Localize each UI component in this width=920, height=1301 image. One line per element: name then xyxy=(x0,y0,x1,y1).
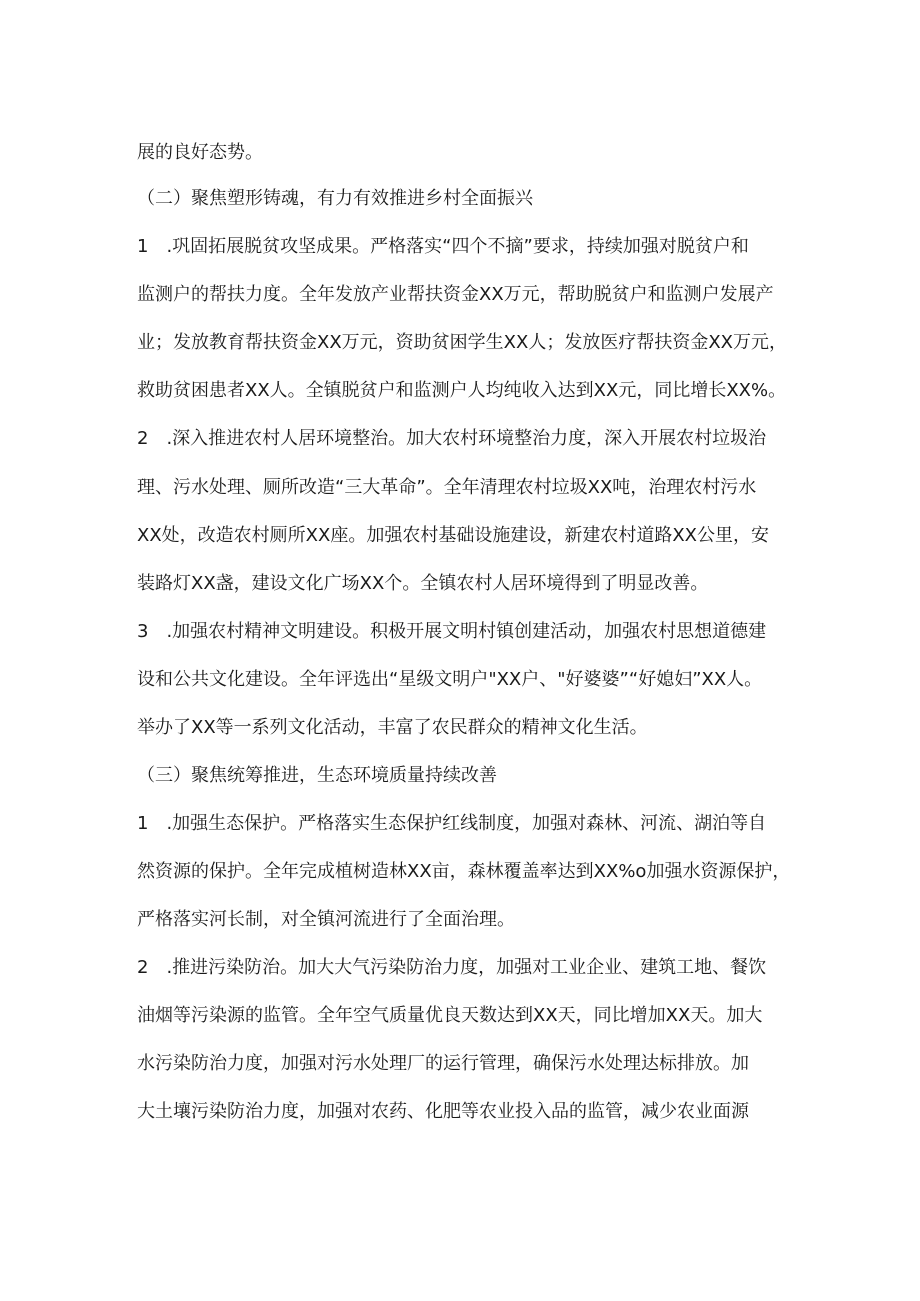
text-line: 大土壤污染防治力度，加强对农药、化肥等农业投入品的监管，减少农业面源 xyxy=(137,1101,749,1122)
text-line: 监测户的帮扶力度。全年发放产业帮扶资金XX万元，帮助脱贫户和监测户发展产 xyxy=(137,284,774,305)
text-line: 油烟等污染源的监管。全年空气质量优良天数达到XX天，同比增加XX天。加大 xyxy=(137,1005,763,1026)
text-line: 1 .加强生态保护。严格落实生态保护红线制度，加强对森林、河流、湖泊等自 xyxy=(137,813,767,834)
text-line: 装路灯XX盏，建设文化广场XX个。全镇农村人居环境得到了明显改善。 xyxy=(137,573,709,594)
text-line: 救助贫困患者XX人。全镇脱贫户和监测户人均纯收入达到XX元，同比增长XX%。 xyxy=(137,380,787,401)
text-line: 业；发放教育帮扶资金XX万元，资助贫困学生XX人；发放医疗帮扶资金XX万元， xyxy=(137,332,787,353)
text-line: 水污染防治力度，加强对污水处理厂的运行管理，确保污水处理达标排放。加 xyxy=(137,1053,749,1074)
text-line: 3 .加强农村精神文明建设。积极开展文明村镇创建活动，加强农村思想道德建 xyxy=(137,621,767,642)
text-line: 然资源的保护。全年完成植树造林XX亩，森林覆盖率达到XX%o加强水资源保护， xyxy=(137,861,791,882)
text-line: 1 .巩固拓展脱贫攻坚成果。严格落实“四个不摘”要求，持续加强对脱贫户和 xyxy=(137,236,749,257)
section-heading: （二）聚焦塑形铸魂，有力有效推进乡村全面振兴 xyxy=(137,188,533,209)
text-line: 理、污水处理、厕所改造“三大革命”。全年清理农村垃圾XX吨，治理农村污水 xyxy=(137,477,757,498)
text-line: 2 .深入推进农村人居环境整治。加大农村环境整治力度，深入开展农村垃圾治 xyxy=(137,428,767,449)
text-line: XX处，改造农村厕所XX座。加强农村基础设施建设，新建农村道路XX公里，安 xyxy=(137,525,769,546)
text-line: 严格落实河长制，对全镇河流进行了全面治理。 xyxy=(137,909,515,930)
text-line: 展的良好态势。 xyxy=(137,142,263,163)
section-heading: （三）聚焦统筹推进，生态环境质量持续改善 xyxy=(137,765,497,786)
text-line: 2 .推进污染防治。加大大气污染防治力度，加强对工业企业、建筑工地、餐饮 xyxy=(137,957,767,978)
text-line: 举办了XX等一系列文化活动，丰富了农民群众的精神文化生活。 xyxy=(137,717,648,738)
text-line: 设和公共文化建设。全年评选出“星级文明户"XX户、"好婆婆”“好媳妇”XX人。 xyxy=(137,669,763,690)
